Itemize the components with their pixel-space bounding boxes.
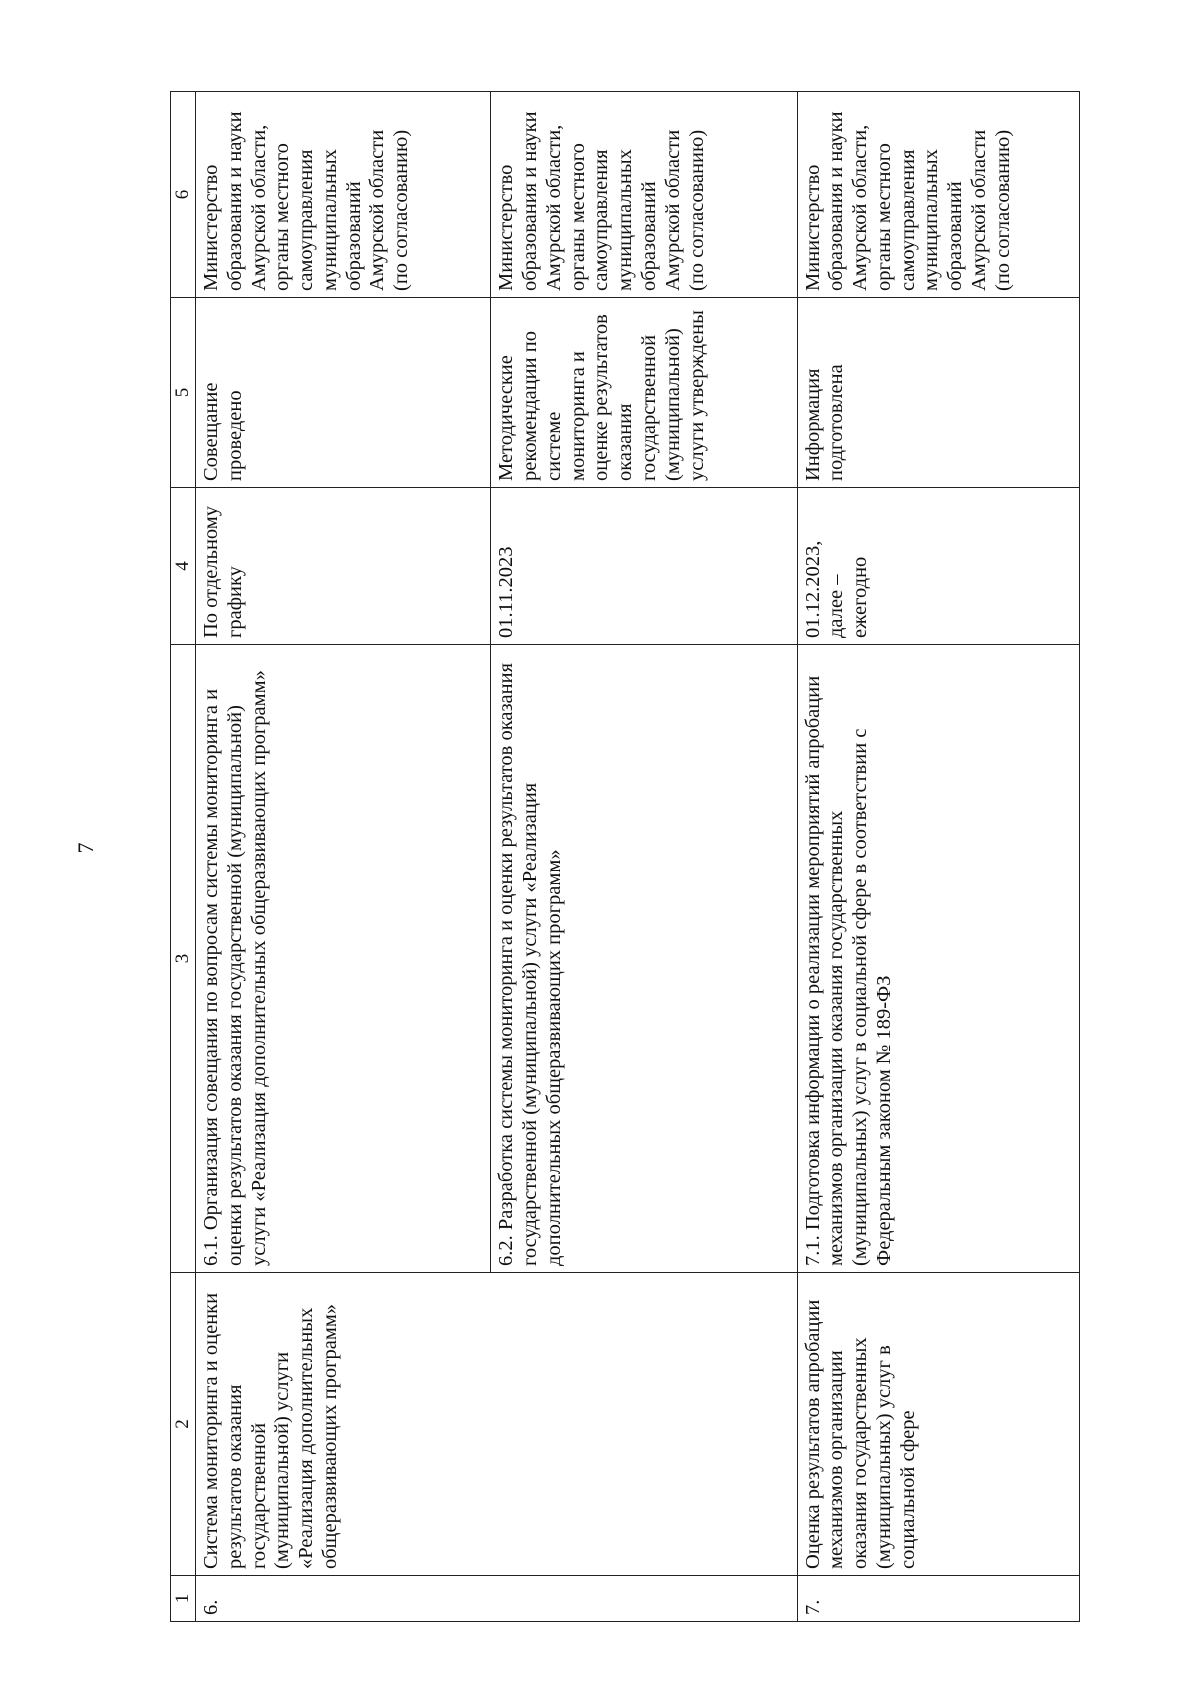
activity-text: 6.1. Организация совещания по вопросам системы мониторинга и оценки результатов оказания государственной (муниципальной) услуги «Реализация дополнительных общеразвивающих программ» — [196, 645, 491, 1273]
activity-deadline: 01.11.2023 — [491, 488, 797, 645]
row-number: 6. — [196, 1576, 491, 1622]
row-number: 7. — [797, 1576, 1079, 1622]
activity-outcome: Информация подготовлена — [797, 298, 1079, 488]
activity-outcome: Методические рекомендации по системе мониторинга и оценке результатов оказания государственной (муниципальной) услуги утверждены — [491, 298, 797, 488]
header-col-4: 4 — [171, 488, 196, 645]
activities-table — [170, 91, 1080, 1622]
activity-deadline: По отдельному графику — [196, 488, 491, 645]
activity-responsible: Министерство образования и науки Амурской области, органы местного самоуправления муниципальных образований Амурской области (по согласованию) — [491, 92, 797, 298]
activity-text: 7.1. Подготовка информации о реализации мероприятий апробации механизмов организации оказания государственных (муниципальных) услуг в социальной сфере в соответствии с Федеральным законом № 189-ФЗ — [797, 645, 1079, 1273]
rotated-table-container — [170, 92, 1080, 1622]
result-cell-continuation — [491, 1273, 797, 1576]
header-col-5: 5 — [171, 298, 196, 488]
table-header-row — [171, 92, 196, 1622]
activity-outcome: Совещание проведено — [196, 298, 491, 488]
row-number-continuation — [491, 1576, 797, 1622]
header-col-3: 3 — [171, 645, 196, 1273]
table-row — [491, 92, 797, 1622]
header-col-6: 6 — [171, 92, 196, 298]
table-row — [797, 92, 1079, 1622]
activity-deadline: 01.12.2023, далее – ежегодно — [797, 488, 1079, 645]
activity-responsible: Министерство образования и науки Амурской области, органы местного самоуправления муниципальных образований Амурской области (по согласованию) — [196, 92, 491, 298]
result-cell: Система мониторинга и оценки результатов оказания государственной (муниципальной) услуги «Реализация дополнительных общеразвивающих программ» — [196, 1273, 491, 1576]
header-col-1: 1 — [171, 1576, 196, 1622]
page-number: 7 — [73, 842, 98, 854]
result-cell: Оценка результатов апробации механизмов организации оказания государственных (муниципальных) услуг в социальной сфере — [797, 1273, 1079, 1576]
header-col-2: 2 — [171, 1273, 196, 1576]
activity-responsible: Министерство образования и науки Амурской области, органы местного самоуправления муниципальных образований Амурской области (по согласованию) — [797, 92, 1079, 298]
activity-text: 6.2. Разработка системы мониторинга и оценки результатов оказания государственной (муниципальной) услуги «Реализация дополнительных общеразвивающих программ» — [491, 645, 797, 1273]
table-row — [196, 92, 491, 1622]
